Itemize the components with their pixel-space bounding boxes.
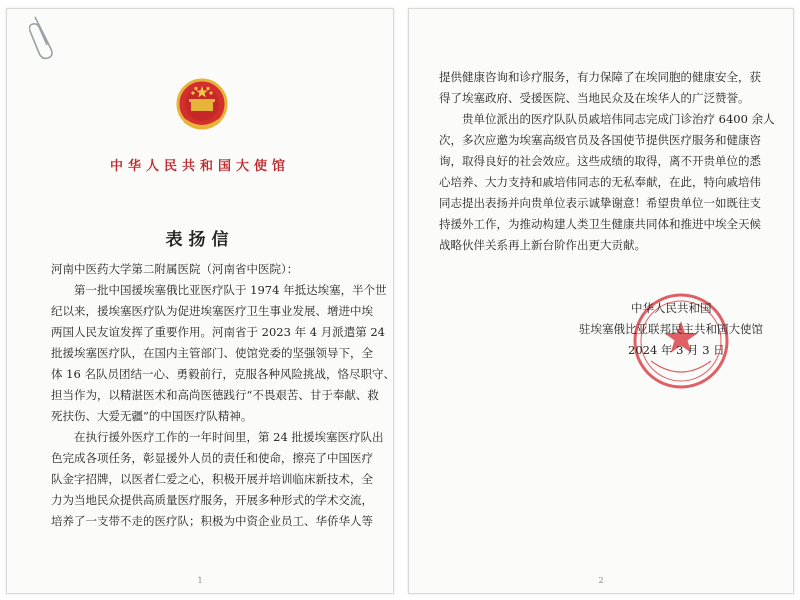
text-line: 战略伙伴关系再上新台阶作出更大贡献。	[439, 238, 646, 252]
document-title: 表扬信	[165, 230, 235, 250]
text-line: 色完成各项任务，彰显援外人员的责任和使命，擦亮了中国医疗	[51, 451, 373, 465]
text-line: 体 16 名队员团结一心、勇毅前行，克服各种风险挑战，恪尽职守、	[51, 367, 395, 381]
text-line: 力为当地民众提供高质量医疗服务，开展多种形式的学术交流，	[51, 493, 373, 507]
text-line: 纪以来，援埃塞医疗队为促进埃塞医疗卫生事业发展、增进中埃	[51, 304, 373, 318]
text-line: 第一批中国援埃塞俄比亚医疗队于 1974 年抵达埃塞，半个世	[51, 283, 387, 297]
text-line: 得了埃塞政府、受援医院、当地民众及在埃华人的广泛赞誉。	[439, 91, 750, 105]
letter-page-2	[408, 8, 794, 594]
text-line: 两国人民友谊发挥了重要作用。河南省于 2023 年 4 月派遣第 24	[51, 325, 385, 339]
page-number: 1	[197, 576, 203, 585]
letter-page-1	[6, 8, 394, 594]
text-line: 同志提出表扬并向贵单位表示诚挚谢意！希望贵单位一如既往支	[439, 196, 761, 210]
text-line: 培养了一支带不走的医疗队；积极为中资企业员工、华侨华人等	[51, 514, 373, 528]
text-line: 河南中医药大学第二附属医院（河南省中医院）：	[51, 262, 299, 276]
text-line: 贵单位派出的医疗队队员戚培伟同志完成门诊治疗 6400 余人	[439, 112, 775, 126]
text-line: 次，多次应邀为埃塞高级官员及各国使节提供医疗服务和健康咨	[439, 133, 761, 147]
text-line: 担当作为，以精湛医术和高尚医德践行“不畏艰苦、甘于奉献、救	[51, 388, 379, 402]
text-line: 持援外工作，为推动构建人类卫生健康共同体和推进中埃全天候	[439, 217, 761, 231]
text-line: 提供健康咨询和诊疗服务，有力保障了在埃同胞的健康安全，获	[439, 70, 761, 84]
embassy-name: 中华人民共和国大使馆	[109, 159, 290, 174]
text-line: 批援埃塞医疗队，在国内主管部门、使馆党委的坚强领导下，全	[51, 346, 373, 360]
national-emblem-icon	[175, 77, 229, 135]
page-number: 2	[598, 576, 604, 585]
paperclip-icon	[29, 13, 59, 63]
signature-organization-line-2: 驻埃塞俄比亚联邦民主共和国大使馆	[579, 322, 763, 336]
text-line: 死扶伤、大爱无疆”的中国医疗队精神。	[51, 409, 253, 423]
signature-date: 2024 年 3 月 3 日	[628, 343, 725, 357]
letter-body-page-2	[439, 67, 775, 256]
text-line: 队金字招牌，以医者仁爱之心，积极开展并培训临床新技术，全	[51, 472, 373, 486]
text-line: 在执行援外医疗工作的一年时间里，第 24 批援埃塞医疗队出	[51, 430, 384, 444]
letter-body-page-1	[51, 259, 395, 532]
text-line: 心培养、大力支持和戚培伟同志的无私奉献，在此，特向戚培伟	[439, 175, 761, 189]
text-line: 询，取得良好的社会效应。这些成绩的取得，离不开贵单位的悉	[439, 154, 761, 168]
signature-organization-line-1: 中华人民共和国	[631, 301, 712, 315]
